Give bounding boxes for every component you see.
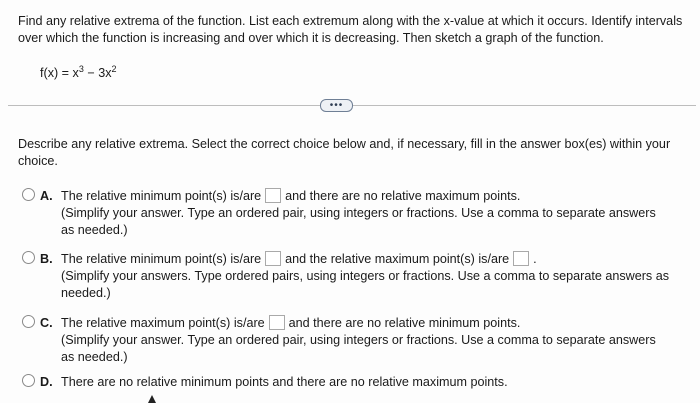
mouse-cursor-icon <box>148 395 156 403</box>
choice-a-answer-box[interactable] <box>265 188 281 203</box>
choice-d-radio[interactable] <box>22 374 35 387</box>
choice-a-text-after: and there are no relative maximum points. <box>285 189 521 203</box>
choice-b-text-middle: and the relative maximum point(s) is/are <box>285 252 510 266</box>
choice-a-text <box>61 188 671 239</box>
choice-a-text-before: The relative minimum point(s) is/are <box>61 189 262 203</box>
choice-a-letter: A. <box>40 189 53 203</box>
choice-c-hint: (Simplify your answer. Type an ordered pair, using integers or fractions. Use a comma to separate answers as needed.) <box>61 333 656 364</box>
choice-c-text-after: and there are no relative minimum points. <box>288 316 521 330</box>
choice-c-text-before: The relative maximum point(s) is/are <box>61 316 265 330</box>
choice-d-text-before: There are no relative minimum points and there are no relative maximum points. <box>61 375 508 389</box>
choice-b-radio[interactable] <box>22 251 35 264</box>
choice-b-hint: (Simplify your answers. Type ordered pairs, using integers or fractions. Use a comma to separate answers as needed.) <box>61 269 670 300</box>
choice-c-radio[interactable] <box>22 315 35 328</box>
choice-c-text <box>61 315 671 366</box>
choice-b-answer-box-2[interactable] <box>513 251 529 266</box>
formula-middle: − 3x <box>83 66 112 81</box>
choice-d-text <box>61 374 671 391</box>
choice-b-letter: B. <box>40 252 53 266</box>
choice-b-text <box>61 251 671 302</box>
formula-exponent-1: 3 <box>78 64 84 74</box>
choice-a-radio[interactable] <box>22 188 35 201</box>
choice-b-answer-box-1[interactable] <box>265 251 281 266</box>
formula-base: f(x) = x <box>40 66 79 81</box>
choice-c-answer-box[interactable] <box>269 315 285 330</box>
formula-exponent-2: 2 <box>111 64 117 74</box>
choice-c-letter: C. <box>40 316 53 330</box>
question-prompt: Find any relative extrema of the function. List each extremum along with the x-value at which it occurs. Identify intervals over which the function is increasing and over which it is decreasing. Then sketch a graph of the function. <box>18 14 683 45</box>
choice-a-hint: (Simplify your answer. Type an ordered pair, using integers or fractions. Use a comma to separate answers as needed.) <box>61 206 656 237</box>
choice-d-letter: D. <box>40 375 53 389</box>
expand-more-button[interactable] <box>320 99 353 112</box>
ellipsis-icon: ••• <box>329 99 344 111</box>
choice-b-text-before: The relative minimum point(s) is/are <box>61 252 262 266</box>
choice-b-text-after: . <box>533 252 537 266</box>
choice-instructions: Describe any relative extrema. Select the correct choice below and, if necessary, fill in the answer box(es) within your choice. <box>18 137 671 168</box>
function-formula <box>40 64 117 80</box>
